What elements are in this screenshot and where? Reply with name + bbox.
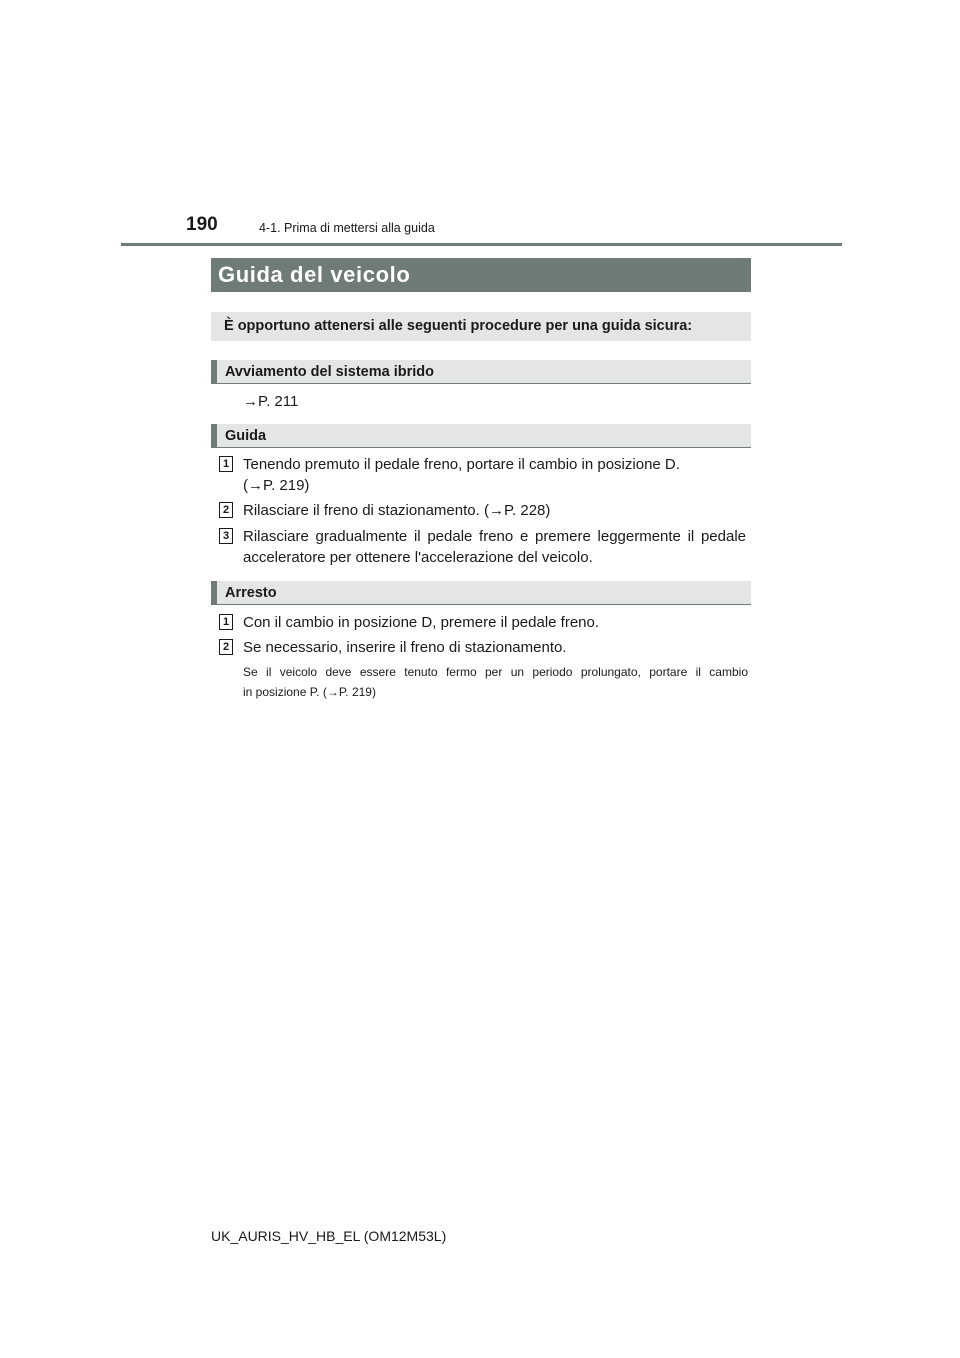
note-text [243, 662, 748, 702]
step-text [243, 612, 746, 633]
step-line: (→P. 219) [243, 477, 310, 494]
step-line: Rilasciare gradualmente il pedale freno e premere leggermente il pedale [243, 528, 746, 545]
step-number: 3 [219, 528, 233, 544]
section-heading-arresto: Arresto [211, 581, 751, 605]
section-heading-guida: Guida [211, 424, 751, 448]
page-number: 190 [186, 214, 218, 235]
step-line: Rilasciare il freno di stazionamento. (→P. 228) [243, 502, 551, 519]
footer-code: UK_AURIS_HV_HB_EL (OM12M53L) [211, 1228, 447, 1244]
step-line: acceleratore per ottenere l'accelerazione del veicolo. [243, 549, 593, 566]
page-title: Guida del veicolo [211, 258, 751, 292]
step-text [243, 500, 746, 521]
header-rule [121, 243, 842, 246]
note-line: Se il veicolo deve essere tenuto fermo per un periodo prolungato, portare il cambio [243, 665, 748, 679]
note-line: in posizione P. (→P. 219) [243, 685, 376, 699]
step-line: Se necessario, inserire il freno di stazionamento. [243, 639, 567, 656]
step-number: 2 [219, 639, 233, 655]
step-line: Tenendo premuto il pedale freno, portare il cambio in posizione D. [243, 456, 680, 473]
step-text [243, 526, 746, 568]
step-number: 1 [219, 456, 233, 472]
running-head: 4-1. Prima di mettersi alla guida [259, 221, 435, 235]
step-number: 2 [219, 502, 233, 518]
section-heading-avviamento: Avviamento del sistema ibrido [211, 360, 751, 384]
intro-box: È opportuno attenersi alle seguenti procedure per una guida sicura: [211, 312, 751, 341]
step-line: Con il cambio in posizione D, premere il pedale freno. [243, 614, 600, 631]
page-reference: →P. 211 [243, 393, 299, 410]
step-number: 1 [219, 614, 233, 630]
step-text [243, 637, 746, 658]
step-text [243, 454, 746, 496]
